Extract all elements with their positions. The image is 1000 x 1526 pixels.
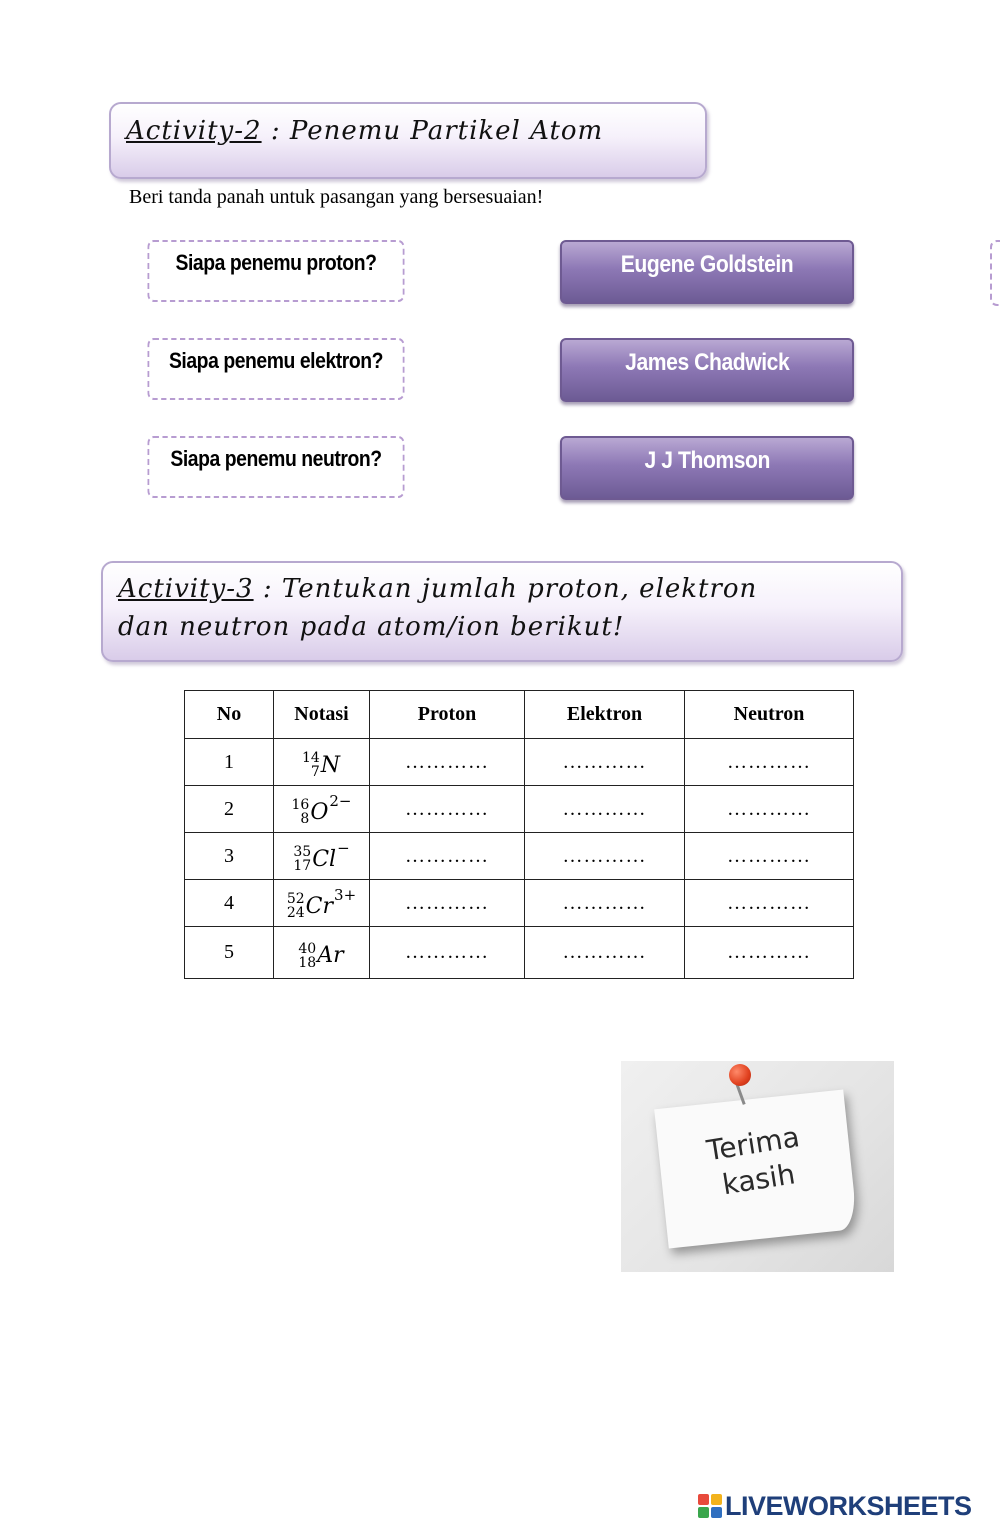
activity3-title xyxy=(118,570,878,646)
push-pin-icon xyxy=(729,1064,751,1086)
table-row xyxy=(185,833,854,880)
row-no: 1 xyxy=(185,739,274,786)
ion-charge: − xyxy=(337,839,350,857)
answer-james-chadwick-button[interactable] xyxy=(560,338,854,402)
elektron-input[interactable]: ………… xyxy=(525,927,685,979)
row-notation xyxy=(274,880,370,927)
element-symbol: N xyxy=(320,752,341,778)
thank-you-note-image xyxy=(621,1061,894,1272)
table-row xyxy=(185,786,854,833)
answer-eugene-goldstein-button[interactable] xyxy=(560,240,854,304)
activity3-title-text-1: Tentukan jumlah proton, elektron xyxy=(281,574,758,604)
proton-input[interactable]: ………… xyxy=(370,880,525,927)
neutron-input[interactable]: ………… xyxy=(685,833,854,880)
row-no: 2 xyxy=(185,786,274,833)
mass-number: 52 xyxy=(286,891,305,907)
question-proton-dropzone[interactable] xyxy=(148,240,405,302)
answer-jj-thomson-button[interactable] xyxy=(560,436,854,500)
neutron-input[interactable]: ………… xyxy=(685,739,854,786)
table-header-row xyxy=(185,691,854,739)
proton-input[interactable]: ………… xyxy=(370,786,525,833)
header-no: No xyxy=(185,691,274,739)
activity3-title-line1 xyxy=(118,570,878,608)
question-label: Siapa penemu neutron? xyxy=(170,446,382,471)
instruction-text: Beri tanda panah untuk pasangan yang bersesuaian! xyxy=(129,186,544,208)
logo-square-red xyxy=(698,1494,709,1505)
elektron-input[interactable]: ………… xyxy=(525,739,685,786)
liveworksheets-logo-icon xyxy=(698,1494,722,1518)
note-line2: kasih xyxy=(720,1157,798,1202)
row-notation xyxy=(274,786,370,833)
neutron-input[interactable]: ………… xyxy=(685,880,854,927)
header-proton: Proton xyxy=(370,691,525,739)
element-symbol: Ar xyxy=(317,943,344,968)
atomic-number: 18 xyxy=(298,954,317,971)
ion-charge: 3+ xyxy=(334,886,357,904)
mass-number: 35 xyxy=(293,844,312,860)
question-label: Siapa penemu elektron? xyxy=(168,348,384,373)
elektron-input[interactable]: ………… xyxy=(525,833,685,880)
activity3-label: Activity-3 xyxy=(118,574,254,604)
row-no: 3 xyxy=(185,833,274,880)
activity2-title-text: Penemu Partikel Atom xyxy=(289,116,604,146)
atomic-number: 24 xyxy=(286,905,305,921)
atomic-number: 8 xyxy=(300,811,310,827)
offscreen-dropzone[interactable] xyxy=(990,240,1000,306)
row-notation xyxy=(274,927,370,979)
mass-number: 40 xyxy=(298,940,317,957)
row-notation xyxy=(274,739,370,786)
question-neutron-dropzone[interactable] xyxy=(148,436,405,498)
proton-input[interactable]: ………… xyxy=(370,833,525,880)
row-no: 4 xyxy=(185,880,274,927)
notation-ar xyxy=(298,942,344,970)
row-no: 5 xyxy=(185,927,274,979)
atomic-number: 17 xyxy=(293,858,312,874)
answer-label: Eugene Goldstein xyxy=(620,251,794,278)
elektron-input[interactable]: ………… xyxy=(525,880,685,927)
logo-text: LIVEWORKSHEETS xyxy=(725,1490,972,1521)
atom-table xyxy=(184,690,854,979)
element-symbol: O xyxy=(310,799,329,825)
ion-charge: 2− xyxy=(329,792,352,810)
table-row xyxy=(185,927,854,979)
header-neutron: Neutron xyxy=(685,691,854,739)
notation-cl xyxy=(293,839,350,874)
proton-input[interactable]: ………… xyxy=(370,739,525,786)
answer-label: J J Thomson xyxy=(644,447,770,474)
activity2-title xyxy=(126,112,603,150)
question-label: Siapa penemu proton? xyxy=(175,250,377,275)
question-elektron-dropzone[interactable] xyxy=(148,338,405,400)
title-separator: : xyxy=(253,574,282,604)
activity2-label: Activity-2 xyxy=(126,116,262,146)
header-notasi: Notasi xyxy=(274,691,370,739)
header-elektron: Elektron xyxy=(525,691,685,739)
element-symbol: Cl xyxy=(312,846,337,872)
activity3-title-line2: dan neutron pada atom/ion berikut! xyxy=(118,612,625,642)
atomic-number: 7 xyxy=(310,764,320,780)
elektron-input[interactable]: ………… xyxy=(525,786,685,833)
answer-label: James Chadwick xyxy=(624,349,790,376)
row-notation xyxy=(274,833,370,880)
proton-input[interactable]: ………… xyxy=(370,927,525,979)
title-separator: : xyxy=(261,116,290,146)
neutron-input[interactable]: ………… xyxy=(685,786,854,833)
liveworksheets-logo[interactable] xyxy=(698,1490,972,1521)
logo-square-green xyxy=(698,1507,709,1518)
table-row xyxy=(185,739,854,786)
notation-n xyxy=(302,751,341,779)
mass-number: 14 xyxy=(301,750,320,766)
notation-o xyxy=(291,792,352,827)
logo-square-yellow xyxy=(711,1494,722,1505)
notation-cr xyxy=(286,886,357,921)
neutron-input[interactable]: ………… xyxy=(685,927,854,979)
mass-number: 16 xyxy=(291,797,310,813)
table-row xyxy=(185,880,854,927)
note-line1: Terima xyxy=(704,1120,802,1168)
logo-square-blue xyxy=(711,1507,722,1518)
element-symbol: Cr xyxy=(305,893,334,919)
